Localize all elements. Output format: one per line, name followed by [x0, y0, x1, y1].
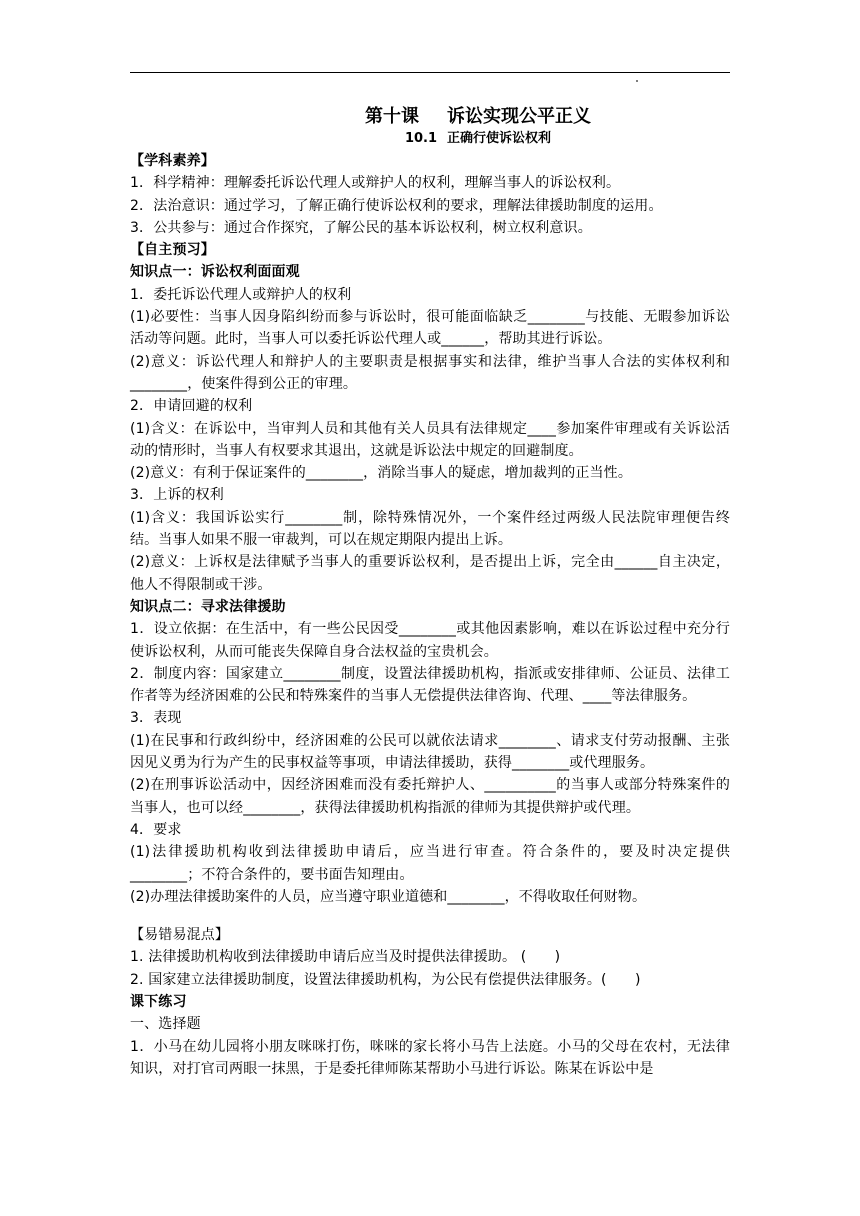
- text-line: 知识点一：诉讼权利面面观: [130, 264, 300, 281]
- blank-line: [130, 908, 730, 924]
- lesson-number: 第十课: [365, 106, 419, 127]
- document-body: [130, 104, 730, 1080]
- text-line: 3．上诉的权利: [130, 487, 224, 504]
- lesson-title: 诉讼实现公平正义: [447, 106, 591, 127]
- text-line: 【自主预习】: [130, 242, 215, 259]
- text-line: (2)办理法律援助案件的人员，应当遵守职业道德和________，不得收取任何财物。: [130, 888, 647, 905]
- text-line: 3．表现: [130, 710, 182, 727]
- text-line: (2)意义：诉讼代理人和辩护人的主要职责是根据事实和法律，维护当事人合法的实体权利和________，使案件得到公正的审理。: [130, 353, 730, 392]
- section-title: [130, 130, 730, 148]
- text-line: 【学科素养】: [130, 153, 215, 169]
- text-line: (2)意义：有利于保证案件的________，消除当事人的疑虑，增加裁判的正当性。: [130, 465, 632, 482]
- text-line: 1. 法律援助机构收到法律援助申请后应当及时提供法律援助。 ( ): [130, 949, 561, 966]
- text-lines: [130, 150, 730, 1080]
- text-line: 2. 国家建立法律援助制度，设置法律援助机构，为公民有偿提供法律服务。( ): [130, 971, 641, 988]
- text-line: (1)含义：在诉讼中，当审判人员和其他有关人员具有法律规定____参加案件审理或有关诉讼活动的情形时，当事人有权要求其退出，这就是诉讼法中规定的回避制度。: [130, 420, 730, 459]
- text-line: 一、选择题: [130, 1016, 201, 1033]
- section-name: 正确行使诉讼权利: [447, 131, 552, 146]
- text-line: 【易错易混点】: [130, 927, 230, 944]
- text-line: (2)在刑事诉讼活动中，因经济困难而没有委托辩护人、__________的当事人或部分特殊案件的当事人，也可以经________，获得法律援助机构指派的律师为其提供辩护或代理。: [130, 777, 730, 816]
- text-line: (2)意义：上诉权是法律赋予当事人的重要诉讼权利，是否提出上诉，完全由______自主决定，他人不得限制或干涉。: [130, 554, 730, 593]
- text-line: 知识点二：寻求法律援助: [130, 598, 286, 615]
- header-dot: [636, 80, 638, 82]
- text-line: 1．小马在幼儿园将小朋友咪咪打伤，咪咪的家长将小马告上法庭。小马的父母在农村，无法律知识，对打官司两眼一抹黑，于是委托律师陈某帮助小马进行诉讼。陈某在诉讼中是: [130, 1038, 730, 1077]
- text-line: 课下练习: [130, 993, 187, 1010]
- page-title: [130, 104, 730, 130]
- text-line: 1．科学精神：理解委托诉讼代理人或辩护人的权利，理解当事人的诉讼权利。: [130, 175, 621, 192]
- header-rule: [130, 72, 730, 73]
- text-line: (1)法律援助机构收到法律援助申请后，应当进行审查。符合条件的，要及时决定提供________；不符合条件的，要书面告知理由。: [130, 844, 730, 883]
- text-line: (1)含义：我国诉讼实行________制，除特殊情况外，一个案件经过两级人民法院审理便告终结。当事人如果不服一审裁判，可以在规定期限内提出上诉。: [130, 509, 730, 549]
- text-line: 2．制度内容：国家建立________制度，设置法律援助机构，指派或安排律师、公证员、法律工作者等为经济困难的公民和特殊案件的当事人无偿提供法律咨询、代理、____等法律服务。: [130, 665, 730, 705]
- section-number: 10.1: [404, 131, 438, 146]
- text-line: 1．委托诉讼代理人或辩护人的权利: [130, 286, 352, 303]
- text-line: 3．公共参与：通过合作探究，了解公民的基本诉讼权利，树立权利意识。: [130, 219, 592, 236]
- text-line: (1)必要性：当事人因身陷纠纷而参与诉讼时，很可能面临缺乏________与技能、无暇参加诉讼活动等问题。此时，当事人可以委托诉讼代理人或______，帮助其进行诉讼。: [130, 309, 730, 348]
- text-line: (1)在民事和行政纠纷中，经济困难的公民可以就依法请求________、请求支付劳动报酬、主张因见义勇为行为产生的民事权益等事项，申请法律援助，获得________或代理服务。: [130, 732, 730, 772]
- text-line: 1．设立依据：在生活中，有一些公民因受________或其他因素影响，难以在诉讼过程中充分行使诉讼权利，从而可能丧失保障自身合法权益的宝贵机会。: [130, 621, 730, 660]
- text-line: 2．申请回避的权利: [130, 398, 253, 415]
- text-line: 2．法治意识：通过学习，了解正确行使诉讼权利的要求，理解法律援助制度的运用。: [130, 197, 663, 214]
- text-line: 4．要求: [130, 821, 182, 838]
